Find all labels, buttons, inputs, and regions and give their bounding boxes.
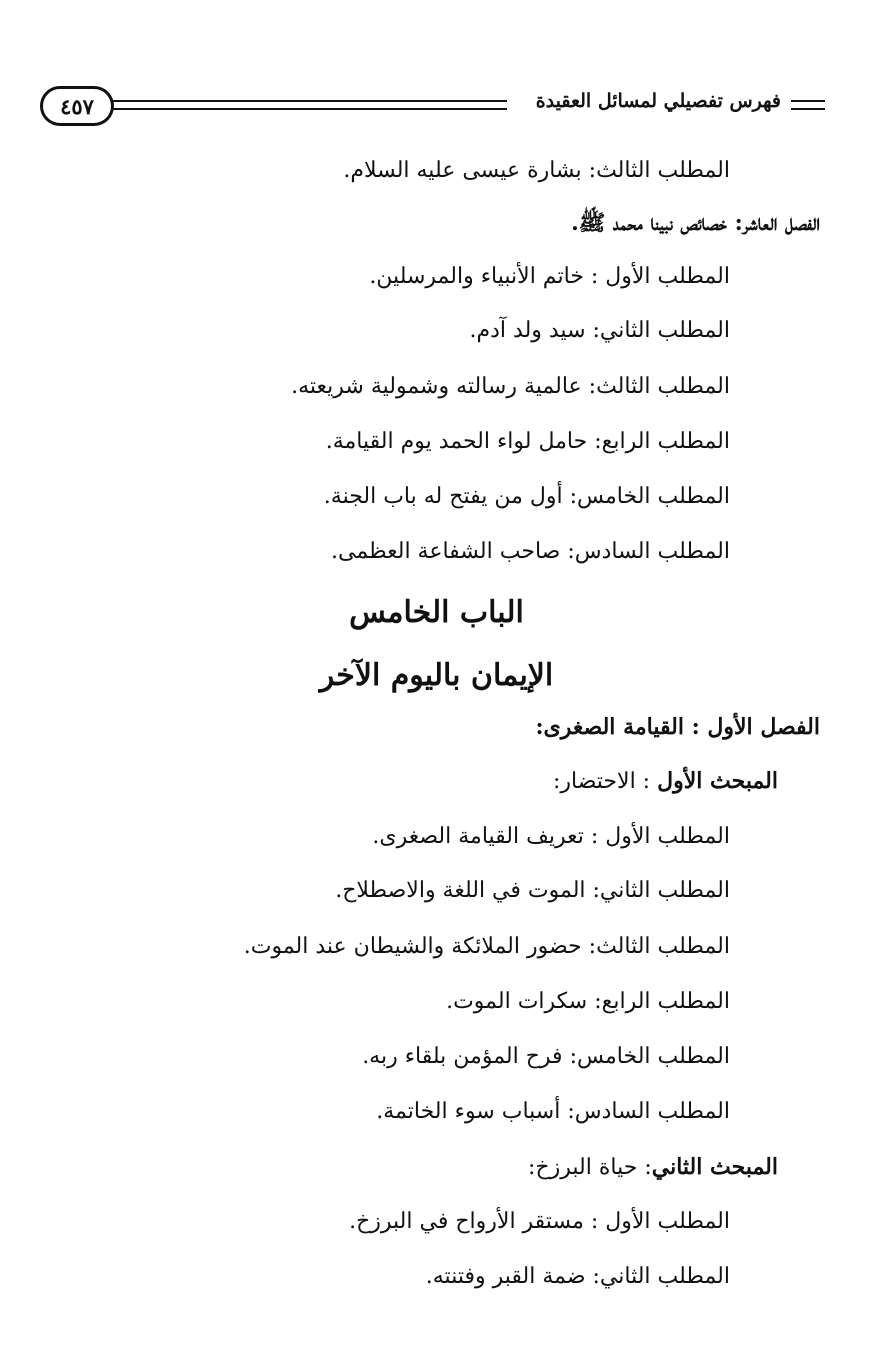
part-title-heading: الإيمان باليوم الآخر (319, 658, 554, 693)
toc-section-line: المطلب الثاني: الموت في اللغة والاصطلاح. (335, 878, 730, 903)
toc-section-line: المطلب الرابع: حامل لواء الحمد يوم القيامة. (325, 429, 730, 454)
toc-section-line: المطلب السادس: صاحب الشفاعة العظمى. (331, 539, 730, 564)
topic-title: : حياة البرزخ: (528, 1155, 652, 1180)
toc-section-line: المطلب الخامس: أول من يفتح له باب الجنة. (323, 484, 730, 509)
part-number-heading: الباب الخامس (349, 595, 524, 630)
page-number: ٤٥٧ (40, 86, 114, 126)
header-rule (791, 100, 825, 102)
toc-section-line: المطلب الثالث: عالمية رسالته وشمولية شريعته. (291, 374, 730, 399)
header-rule (112, 100, 507, 102)
running-title: فهرس تفصيلي لمسائل العقيدة (535, 90, 781, 112)
header-rule (791, 108, 825, 110)
toc-section-line: المطلب الثاني: ضمة القبر وفتنته. (425, 1264, 730, 1289)
toc-section-line: المطلب الثاني: سيد ولد آدم. (469, 318, 730, 343)
topic-label: المبحث الثاني (651, 1154, 778, 1180)
toc-chapter-line: الفصل الأول : القيامة الصغرى: (535, 714, 820, 740)
toc-topic-line (553, 766, 778, 797)
toc-section-line: المطلب الأول : تعريف القيامة الصغرى. (372, 824, 730, 849)
toc-section-line: المطلب الأول : مستقر الأرواح في البرزخ. (349, 1209, 730, 1234)
toc-topic-line (528, 1152, 778, 1183)
toc-section-line: المطلب الرابع: سكرات الموت. (446, 989, 730, 1014)
topic-label: المبحث الأول (657, 768, 778, 794)
toc-section-line: المطلب السادس: أسباب سوء الخاتمة. (376, 1099, 730, 1124)
toc-chapter-line: الفصل العاشر: خصائص نبينا محمد ﷺ. (571, 210, 820, 236)
toc-section-line: المطلب الثالث: حضور الملائكة والشيطان عند الموت. (243, 934, 730, 959)
toc-section-line: المطلب الأول : خاتم الأنبياء والمرسلين. (369, 264, 730, 289)
toc-section-line: المطلب الثالث: بشارة عيسى عليه السلام. (343, 158, 730, 183)
header-rule (112, 108, 507, 110)
toc-section-line: المطلب الخامس: فرح المؤمن بلقاء ربه. (362, 1044, 730, 1069)
page-header (40, 86, 825, 130)
topic-title: : الاحتضار: (552, 769, 658, 794)
